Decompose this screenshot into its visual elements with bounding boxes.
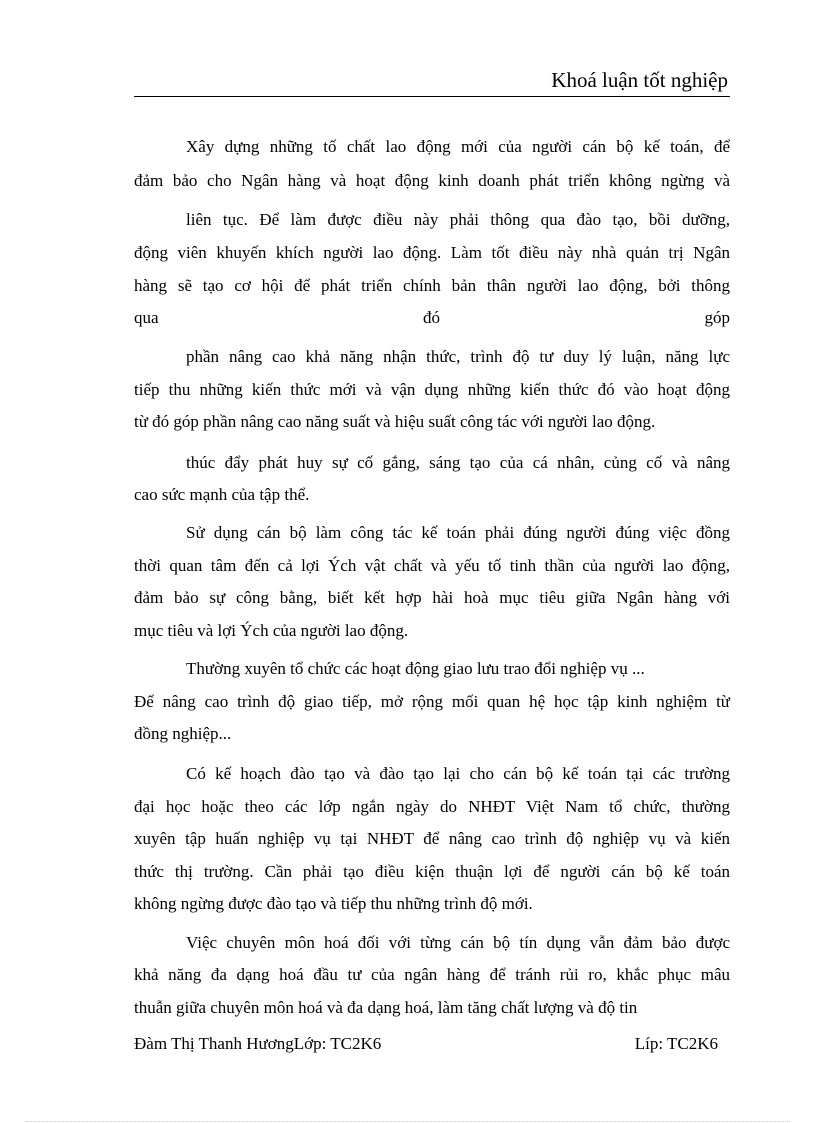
text-line: Thường xuyên tổ chức các hoạt động giao lưu trao đổi nghiệp vụ ... (186, 659, 645, 678)
text-line: đại học hoặc theo các lớp ngắn ngày do NHĐT Việt Nam tổ chức, thường (134, 797, 730, 816)
text-line: đồng nghiệp... (134, 724, 232, 743)
text-line: động viên khuyến khích người lao động. Làm tốt điều này nhà quản trị Ngân (134, 243, 730, 262)
text-line: khả năng đa dạng hoá đầu tư của ngân hàng để tránh rủi ro, khắc phục mâu (134, 965, 730, 984)
text-line: Có kế hoạch đào tạo và đào tạo lại cho cán bộ kế toán tại các trường (186, 764, 730, 783)
header-rule (134, 96, 730, 97)
spread-word: đó (423, 308, 441, 327)
text-line: thời quan tâm đến cả lợi Ých vật chất và yếu tố tinh thần của người lao động, (134, 556, 730, 575)
text-line: mục tiêu và lợi Ých của người lao động. (134, 621, 409, 640)
header-title: Khoá luận tốt nghiệp (551, 68, 728, 92)
page-footer (134, 1033, 718, 1055)
text-line: hàng sẽ tạo cơ hội để phát triển chính bản thân người lao động, bởi thông (134, 276, 730, 295)
text-line: đảm bảo sự công bằng, biết kết hợp hài hoà mục tiêu giữa Ngân hàng với (134, 588, 730, 607)
text-line: Sử dụng cán bộ làm công tác kế toán phải đúng người đúng việc đồng (186, 523, 730, 542)
text-line: thuẫn giữa chuyên môn hoá và đa dạng hoá, làm tăng chất lượng và độ tin (134, 998, 638, 1017)
text-line: liên tục. Để làm được điều này phải thông qua đào tạo, bồi dưỡng, (186, 210, 730, 229)
text-line: xuyên tập huấn nghiệp vụ tại NHĐT để nâng cao trình độ nghiệp vụ và kiến (134, 829, 730, 848)
text-line: Việc chuyên môn hoá đối với từng cán bộ tín dụng vẫn đảm bảo được (186, 933, 730, 952)
footer-author: Đàm Thị Thanh HươngLớp: TC2K6 (134, 1034, 382, 1053)
text-line: Để nâng cao trình độ giao tiếp, mở rộng mối quan hệ học tập kinh nghiệm từ (134, 692, 730, 711)
text-line: thúc đẩy phát huy sự cố gắng, sáng tạo của cá nhân, củng cố và nâng (186, 453, 730, 472)
text-line: không ngừng được đào tạo và tiếp thu những trình độ mới. (134, 894, 533, 913)
text-line: thức thị trường. Cần phải tạo điều kiện thuận lợi để người cán bộ kế toán (134, 862, 730, 881)
text-line: đảm bảo cho Ngân hàng và hoạt động kinh doanh phát triển không ngừng và (134, 171, 730, 190)
page-edge-dots (26, 1121, 790, 1122)
text-line: phần nâng cao khả năng nhận thức, trình độ tư duy lý luận, năng lực (186, 347, 730, 366)
spread-line (134, 307, 730, 329)
text-line: tiếp thu những kiến thức mới và vận dụng những kiến thức đó vào hoạt động (134, 380, 730, 399)
text-line: cao sức mạnh của tập thể. (134, 485, 310, 504)
spread-word: qua (134, 308, 159, 327)
footer-class: Líp: TC2K6 (634, 1034, 718, 1053)
spread-word: góp (704, 308, 730, 327)
text-line: Xây dựng những tố chất lao động mới của người cán bộ kế toán, để (186, 137, 730, 156)
text-line: từ đó góp phần nâng cao năng suất và hiệu suất công tác với người lao động. (134, 412, 656, 431)
